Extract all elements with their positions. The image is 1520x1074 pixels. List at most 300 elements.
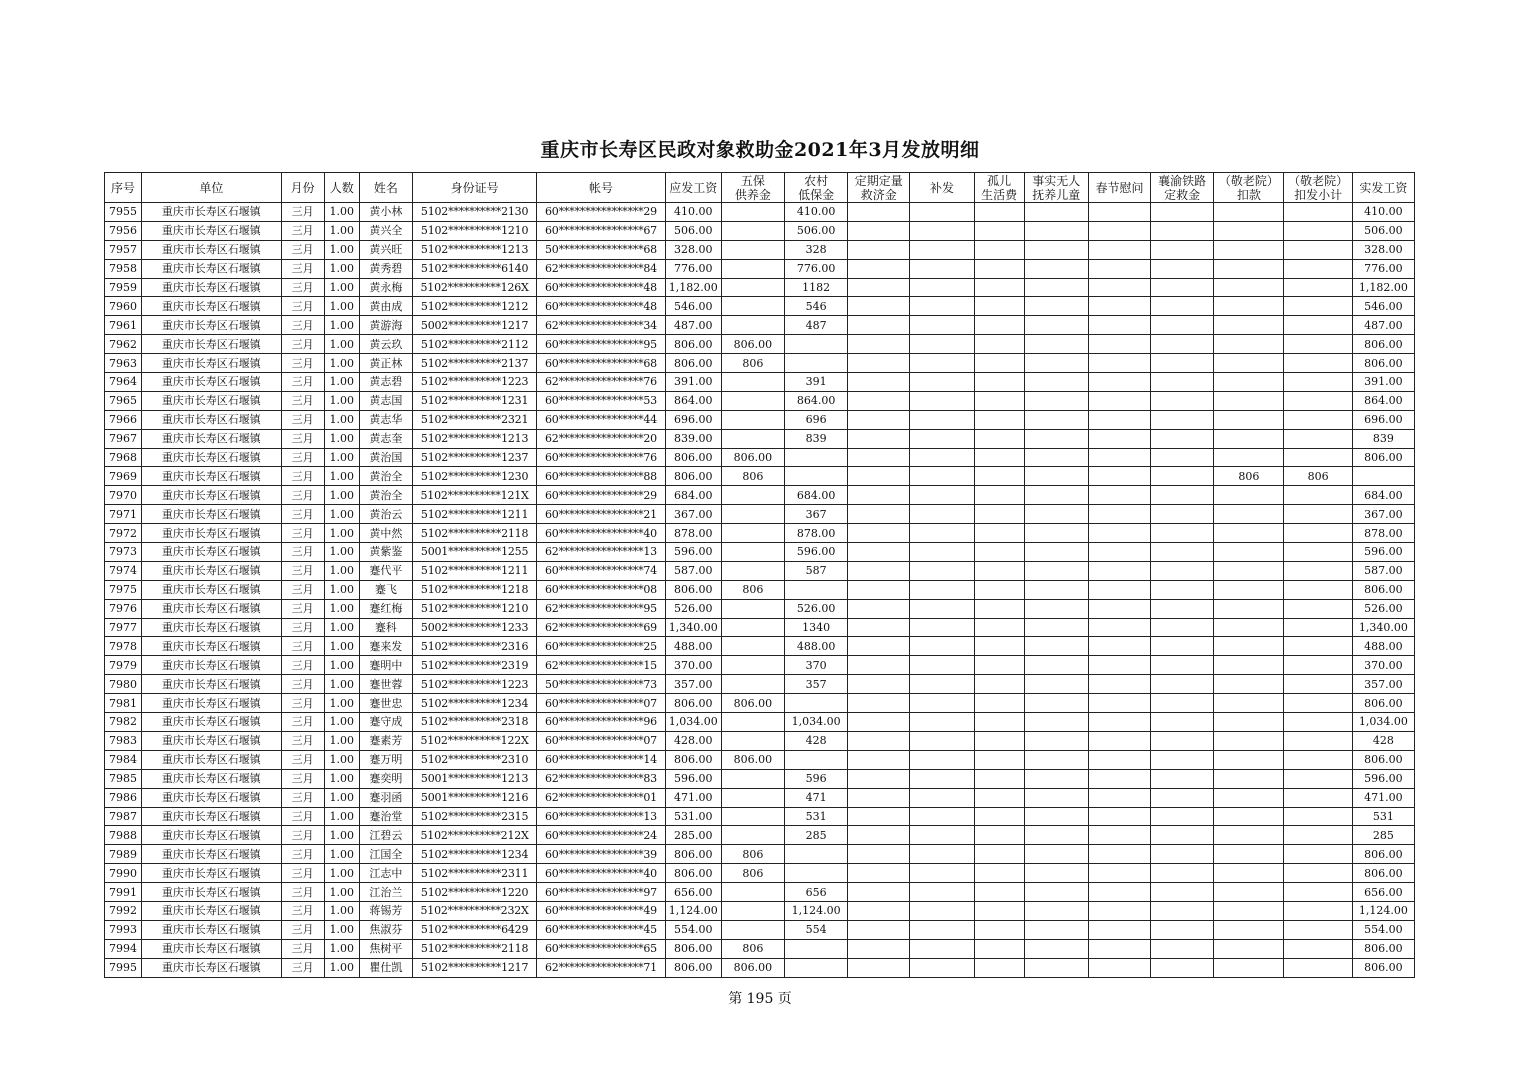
column-header: 孤儿 生活费	[974, 173, 1024, 203]
table-cell	[974, 391, 1024, 410]
table-cell: 黄志碧	[359, 373, 412, 392]
table-cell	[974, 543, 1024, 562]
table-row	[105, 278, 1415, 297]
table-cell	[721, 240, 784, 259]
table-cell: 5102**********2318	[412, 713, 536, 732]
table-cell: 5102**********1223	[412, 675, 536, 694]
table-cell: 1.00	[324, 883, 359, 902]
table-cell: 1.00	[324, 297, 359, 316]
table-cell	[1151, 713, 1214, 732]
table-cell: 487	[785, 316, 848, 335]
table-cell	[721, 788, 784, 807]
table-cell	[848, 845, 910, 864]
table-cell: 1.00	[324, 335, 359, 354]
table-cell: 7980	[105, 675, 142, 694]
table-cell	[785, 335, 848, 354]
table-cell: 554.00	[665, 920, 721, 939]
table-cell: 7955	[105, 203, 142, 222]
table-cell	[1088, 580, 1150, 599]
table-cell: 587	[785, 561, 848, 580]
table-cell: 1.00	[324, 316, 359, 335]
table-cell	[1151, 410, 1214, 429]
table-cell: 三月	[281, 297, 324, 316]
table-cell	[1151, 354, 1214, 373]
table-cell: 806.00	[665, 694, 721, 713]
table-cell: 黄志国	[359, 391, 412, 410]
table-cell: 506.00	[1352, 221, 1414, 240]
table-cell	[1284, 373, 1352, 392]
table-cell	[721, 486, 784, 505]
table-cell: 1.00	[324, 675, 359, 694]
table-cell: 7972	[105, 524, 142, 543]
table-cell	[1088, 316, 1150, 335]
column-header: 补发	[910, 173, 974, 203]
table-cell: 60****************68	[537, 354, 665, 373]
table-cell: 黄治全	[359, 486, 412, 505]
table-cell: 50****************73	[537, 675, 665, 694]
table-cell	[910, 335, 974, 354]
table-cell: 7990	[105, 864, 142, 883]
table-cell: 7956	[105, 221, 142, 240]
table-cell	[1151, 883, 1214, 902]
table-cell: 60****************45	[537, 920, 665, 939]
table-cell	[910, 769, 974, 788]
table-cell: 1,124.00	[1352, 901, 1414, 920]
table-cell: 5102**********2311	[412, 864, 536, 883]
table-cell: 60****************40	[537, 864, 665, 883]
table-cell: 7961	[105, 316, 142, 335]
table-cell	[721, 599, 784, 618]
table-cell	[721, 543, 784, 562]
table-cell: 1,340.00	[1352, 618, 1414, 637]
table-cell: 60****************29	[537, 203, 665, 222]
table-cell	[1284, 864, 1352, 883]
table-cell	[1151, 939, 1214, 958]
table-cell: 839.00	[665, 429, 721, 448]
table-cell	[910, 694, 974, 713]
table-cell	[785, 467, 848, 486]
table-cell: 596.00	[665, 543, 721, 562]
table-cell	[848, 259, 910, 278]
table-cell	[721, 278, 784, 297]
table-cell: 60****************07	[537, 731, 665, 750]
table-cell	[1088, 561, 1150, 580]
table-cell	[1024, 580, 1088, 599]
table-cell	[721, 429, 784, 448]
table-cell: 370	[785, 656, 848, 675]
table-cell: 黄治云	[359, 505, 412, 524]
table-cell	[721, 373, 784, 392]
table-cell: 重庆市长寿区石堰镇	[142, 448, 281, 467]
table-cell: 7962	[105, 335, 142, 354]
table-cell	[1284, 901, 1352, 920]
table-cell: 1,182.00	[1352, 278, 1414, 297]
table-cell: 焦淑芬	[359, 920, 412, 939]
table-cell: 蹇明中	[359, 656, 412, 675]
table-cell	[974, 958, 1024, 977]
table-cell: 60****************21	[537, 505, 665, 524]
table-cell: 50****************68	[537, 240, 665, 259]
table-cell	[1024, 410, 1088, 429]
table-cell	[1088, 486, 1150, 505]
table-cell	[1151, 278, 1214, 297]
table-cell: 重庆市长寿区石堰镇	[142, 410, 281, 429]
table-cell: 806.00	[721, 958, 784, 977]
table-cell	[848, 391, 910, 410]
table-cell: 806.00	[1352, 958, 1414, 977]
table-cell	[721, 505, 784, 524]
table-cell	[848, 561, 910, 580]
table-cell	[974, 354, 1024, 373]
table-cell: 1,124.00	[785, 901, 848, 920]
table-cell	[1214, 883, 1284, 902]
table-cell: 三月	[281, 901, 324, 920]
table-cell: 重庆市长寿区石堰镇	[142, 826, 281, 845]
table-cell	[785, 845, 848, 864]
table-cell: 三月	[281, 278, 324, 297]
table-cell: 重庆市长寿区石堰镇	[142, 713, 281, 732]
table-cell	[1024, 939, 1088, 958]
table-cell: 黄云玖	[359, 335, 412, 354]
table-cell: 重庆市长寿区石堰镇	[142, 580, 281, 599]
table-cell	[848, 883, 910, 902]
table-cell: 5102**********232X	[412, 901, 536, 920]
table-cell	[974, 297, 1024, 316]
table-cell: 三月	[281, 675, 324, 694]
table-cell: 三月	[281, 750, 324, 769]
table-cell	[1024, 429, 1088, 448]
table-cell	[1151, 845, 1214, 864]
table-cell: 黄游海	[359, 316, 412, 335]
table-cell: 596	[785, 769, 848, 788]
table-cell	[721, 203, 784, 222]
table-cell: 806.00	[665, 467, 721, 486]
table-cell	[1151, 240, 1214, 259]
table-cell	[974, 731, 1024, 750]
table-cell	[1088, 543, 1150, 562]
column-header: 身份证号	[412, 173, 536, 203]
table-cell: 5102**********1237	[412, 448, 536, 467]
table-cell: 7973	[105, 543, 142, 562]
table-cell: 62****************01	[537, 788, 665, 807]
table-row	[105, 391, 1415, 410]
table-cell: 554	[785, 920, 848, 939]
table-cell: 三月	[281, 410, 324, 429]
table-cell	[974, 901, 1024, 920]
table-cell: 7958	[105, 259, 142, 278]
table-cell	[974, 429, 1024, 448]
table-cell: 三月	[281, 391, 324, 410]
table-cell: 黄紫鉴	[359, 543, 412, 562]
table-row	[105, 543, 1415, 562]
table-cell	[1088, 656, 1150, 675]
table-cell: 重庆市长寿区石堰镇	[142, 240, 281, 259]
table-cell: 5102**********2118	[412, 939, 536, 958]
table-cell	[1214, 694, 1284, 713]
column-header: （敬老院） 扣发小计	[1284, 173, 1352, 203]
table-cell: 三月	[281, 316, 324, 335]
table-cell	[848, 958, 910, 977]
table-cell	[1284, 788, 1352, 807]
table-cell	[1151, 826, 1214, 845]
table-cell	[974, 486, 1024, 505]
table-cell	[1088, 845, 1150, 864]
table-cell	[848, 448, 910, 467]
table-cell: 蹇世忠	[359, 694, 412, 713]
table-cell: 367.00	[1352, 505, 1414, 524]
table-cell: 546.00	[665, 297, 721, 316]
table-cell: 806.00	[1352, 580, 1414, 599]
table-cell	[1024, 297, 1088, 316]
table-cell	[1088, 901, 1150, 920]
table-cell: 1.00	[324, 505, 359, 524]
table-cell	[1024, 920, 1088, 939]
table-cell: 1.00	[324, 429, 359, 448]
table-cell: 1.00	[324, 618, 359, 637]
table-cell: 1.00	[324, 920, 359, 939]
table-cell	[974, 505, 1024, 524]
table-cell: 5001**********1255	[412, 543, 536, 562]
table-cell: 三月	[281, 599, 324, 618]
table-cell	[974, 656, 1024, 675]
table-cell	[1024, 901, 1088, 920]
table-cell	[1284, 713, 1352, 732]
table-cell	[848, 543, 910, 562]
table-cell: 5102**********1218	[412, 580, 536, 599]
table-cell: 864.00	[665, 391, 721, 410]
table-cell	[910, 316, 974, 335]
table-row	[105, 599, 1415, 618]
table-cell	[1151, 599, 1214, 618]
table-row	[105, 637, 1415, 656]
table-row	[105, 221, 1415, 240]
table-cell: 重庆市长寿区石堰镇	[142, 543, 281, 562]
table-cell	[1088, 958, 1150, 977]
table-cell: 5102**********126X	[412, 278, 536, 297]
table-cell: 重庆市长寿区石堰镇	[142, 750, 281, 769]
table-cell: 1340	[785, 618, 848, 637]
table-cell	[1088, 391, 1150, 410]
table-row	[105, 750, 1415, 769]
table-cell: 806.00	[721, 750, 784, 769]
table-cell: 1.00	[324, 731, 359, 750]
table-cell: 806.00	[1352, 750, 1414, 769]
table-cell	[1214, 864, 1284, 883]
table-cell: 1.00	[324, 750, 359, 769]
table-cell	[1214, 656, 1284, 675]
table-cell: 1,182.00	[665, 278, 721, 297]
table-cell: 526.00	[1352, 599, 1414, 618]
table-cell	[974, 939, 1024, 958]
table-cell	[1284, 618, 1352, 637]
table-cell	[1088, 920, 1150, 939]
table-cell	[910, 410, 974, 429]
table-cell	[910, 580, 974, 599]
table-cell: 806.00	[721, 448, 784, 467]
table-cell	[1024, 259, 1088, 278]
table-cell: 重庆市长寿区石堰镇	[142, 486, 281, 505]
table-cell	[848, 221, 910, 240]
table-cell: 5102**********1211	[412, 505, 536, 524]
table-cell: 三月	[281, 939, 324, 958]
table-cell	[1214, 429, 1284, 448]
table-cell: 5102**********1220	[412, 883, 536, 902]
table-cell	[974, 637, 1024, 656]
table-cell	[1024, 637, 1088, 656]
table-cell	[974, 920, 1024, 939]
table-cell	[1024, 769, 1088, 788]
table-cell	[1024, 958, 1088, 977]
table-cell	[721, 259, 784, 278]
table-cell	[1088, 297, 1150, 316]
table-cell	[1088, 259, 1150, 278]
table-cell	[1284, 335, 1352, 354]
table-cell	[1284, 505, 1352, 524]
table-cell	[1088, 675, 1150, 694]
table-cell: 重庆市长寿区石堰镇	[142, 901, 281, 920]
table-cell: 三月	[281, 448, 324, 467]
table-cell: 1.00	[324, 845, 359, 864]
table-cell	[1284, 939, 1352, 958]
table-cell	[974, 599, 1024, 618]
table-cell: 428	[785, 731, 848, 750]
table-cell	[848, 920, 910, 939]
table-cell	[1024, 845, 1088, 864]
table-cell	[1214, 618, 1284, 637]
column-header: 月份	[281, 173, 324, 203]
table-row	[105, 883, 1415, 902]
table-cell: 487.00	[665, 316, 721, 335]
table-cell	[974, 316, 1024, 335]
table-cell: 重庆市长寿区石堰镇	[142, 788, 281, 807]
table-row	[105, 410, 1415, 429]
table-cell	[1214, 731, 1284, 750]
table-cell: 焦树平	[359, 939, 412, 958]
table-cell: 5102**********2316	[412, 637, 536, 656]
table-cell: 蒋锡芳	[359, 901, 412, 920]
column-header: 帐号	[537, 173, 665, 203]
table-cell	[721, 410, 784, 429]
table-row	[105, 580, 1415, 599]
table-cell: 5102**********1210	[412, 599, 536, 618]
table-cell	[848, 788, 910, 807]
table-cell: 471.00	[1352, 788, 1414, 807]
table-cell: 三月	[281, 203, 324, 222]
table-cell: 62****************83	[537, 769, 665, 788]
table-cell	[848, 675, 910, 694]
table-cell	[1284, 486, 1352, 505]
table-cell: 806.00	[1352, 694, 1414, 713]
table-cell: 5102**********2310	[412, 750, 536, 769]
table-cell	[1284, 675, 1352, 694]
table-cell: 596.00	[785, 543, 848, 562]
table-cell: 7983	[105, 731, 142, 750]
table-cell	[910, 958, 974, 977]
table-cell: 蹇奕明	[359, 769, 412, 788]
table-cell	[1214, 203, 1284, 222]
table-cell	[1151, 467, 1214, 486]
table-cell: 蹇万明	[359, 750, 412, 769]
table-cell	[910, 467, 974, 486]
table-cell	[1151, 580, 1214, 599]
table-cell: 7989	[105, 845, 142, 864]
table-cell	[1214, 958, 1284, 977]
table-cell	[1214, 316, 1284, 335]
table-cell: 瞿仕凯	[359, 958, 412, 977]
table-cell: 蹇世蓉	[359, 675, 412, 694]
table-row	[105, 429, 1415, 448]
table-cell: 三月	[281, 561, 324, 580]
table-cell	[910, 656, 974, 675]
table-cell: 60****************29	[537, 486, 665, 505]
table-cell: 7986	[105, 788, 142, 807]
table-cell	[910, 675, 974, 694]
table-row	[105, 788, 1415, 807]
table-cell: 806.00	[721, 335, 784, 354]
table-cell	[848, 599, 910, 618]
table-cell: 7984	[105, 750, 142, 769]
table-cell: 蹇羽函	[359, 788, 412, 807]
table-cell	[1151, 958, 1214, 977]
table-cell: 60****************65	[537, 939, 665, 958]
table-cell	[1284, 391, 1352, 410]
table-cell	[1284, 448, 1352, 467]
table-cell	[1151, 561, 1214, 580]
table-row	[105, 618, 1415, 637]
table-cell: 三月	[281, 467, 324, 486]
table-cell	[1024, 750, 1088, 769]
table-cell: 1.00	[324, 278, 359, 297]
table-cell: 江治兰	[359, 883, 412, 902]
table-cell	[1088, 524, 1150, 543]
table-cell	[974, 750, 1024, 769]
table-cell: 1.00	[324, 240, 359, 259]
table-cell	[1214, 788, 1284, 807]
table-cell: 三月	[281, 883, 324, 902]
table-cell: 三月	[281, 637, 324, 656]
table-cell	[974, 561, 1024, 580]
table-cell	[848, 901, 910, 920]
table-cell	[848, 731, 910, 750]
table-cell: 806.00	[721, 694, 784, 713]
table-cell	[721, 297, 784, 316]
table-cell	[1151, 750, 1214, 769]
table-cell: 806	[721, 939, 784, 958]
table-cell	[974, 694, 1024, 713]
table-cell	[974, 467, 1024, 486]
table-cell: 776.00	[1352, 259, 1414, 278]
table-cell: 1.00	[324, 580, 359, 599]
column-header: 事实无人 抚养儿童	[1024, 173, 1088, 203]
table-cell: 806.00	[665, 939, 721, 958]
table-cell: 7978	[105, 637, 142, 656]
table-cell	[1024, 221, 1088, 240]
table-row	[105, 561, 1415, 580]
table-cell	[1088, 637, 1150, 656]
table-cell	[1214, 335, 1284, 354]
table-cell	[1088, 467, 1150, 486]
table-cell	[1352, 467, 1414, 486]
table-cell: 蹇来发	[359, 637, 412, 656]
table-cell: 重庆市长寿区石堰镇	[142, 505, 281, 524]
table-cell: 776.00	[665, 259, 721, 278]
table-cell	[1024, 278, 1088, 297]
table-cell	[1088, 448, 1150, 467]
table-cell: 三月	[281, 543, 324, 562]
table-cell: 三月	[281, 826, 324, 845]
table-cell	[1088, 505, 1150, 524]
table-cell	[721, 901, 784, 920]
